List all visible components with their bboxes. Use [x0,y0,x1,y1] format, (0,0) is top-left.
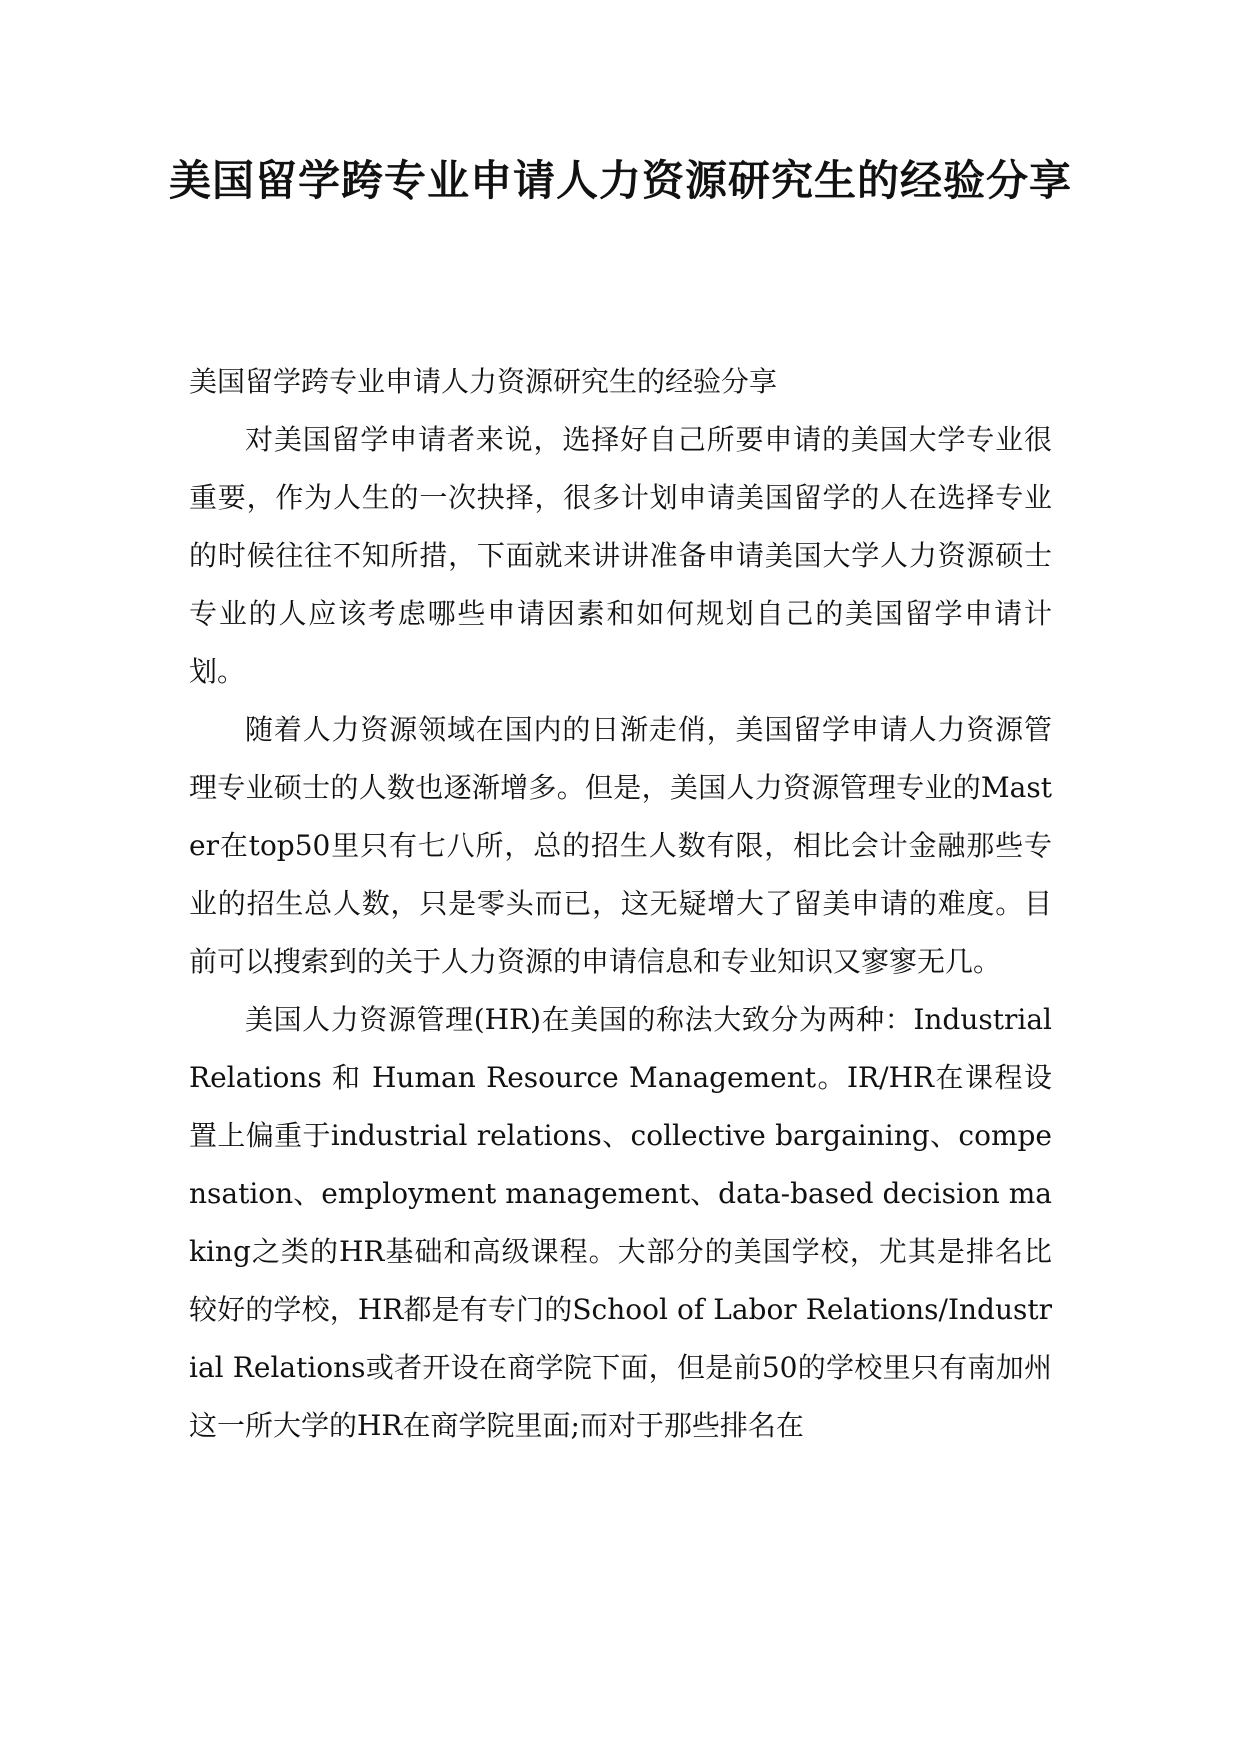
body-paragraph-2: 随着人力资源领域在国内的日渐走俏，美国留学申请人力资源管理专业硕士的人数也逐渐增多。但是，美国人力资源管理专业的Master在top50里只有七八所，总的招生人数有限，相比会计金融那些专业的招生总人数，只是零头而已，这无疑增大了留美申请的难度。目前可以搜索到的关于人力资源的申请信息和专业知识又寥寥无几。 [189,713,1052,978]
document-body [189,353,1052,1455]
body-paragraph-intro: 美国留学跨专业申请人力资源研究生的经验分享 [189,365,778,398]
document-title: 美国留学跨专业申请人力资源研究生的经验分享 [168,156,1072,205]
body-paragraph-1: 对美国留学申请者来说，选择好自己所要申请的美国大学专业很重要，作为人生的一次抉择，很多计划申请美国留学的人在选择专业的时候往往不知所措，下面就来讲讲准备申请美国大学人力资源硕士专业的人应该考虑哪些申请因素和如何规划自己的美国留学申请计划。 [189,423,1052,688]
body-paragraph-3: 美国人力资源管理(HR)在美国的称法大致分为两种：Industrial Relations 和 Human Resource Management。IR/HR在课程设置上偏重于industrial relations、collective bargaining、compensation、employment management、data-based decision making之类的HR基础和高级课程。大部分的美国学校，尤其是排名比较好的学校，HR都是有专门的School of Labor Relations/Industrial Relations或者开设在商学院下面，但是前50的学校里只有南加州这一所大学的HR在商学院里面;而对于那些排名在 [189,1003,1052,1442]
